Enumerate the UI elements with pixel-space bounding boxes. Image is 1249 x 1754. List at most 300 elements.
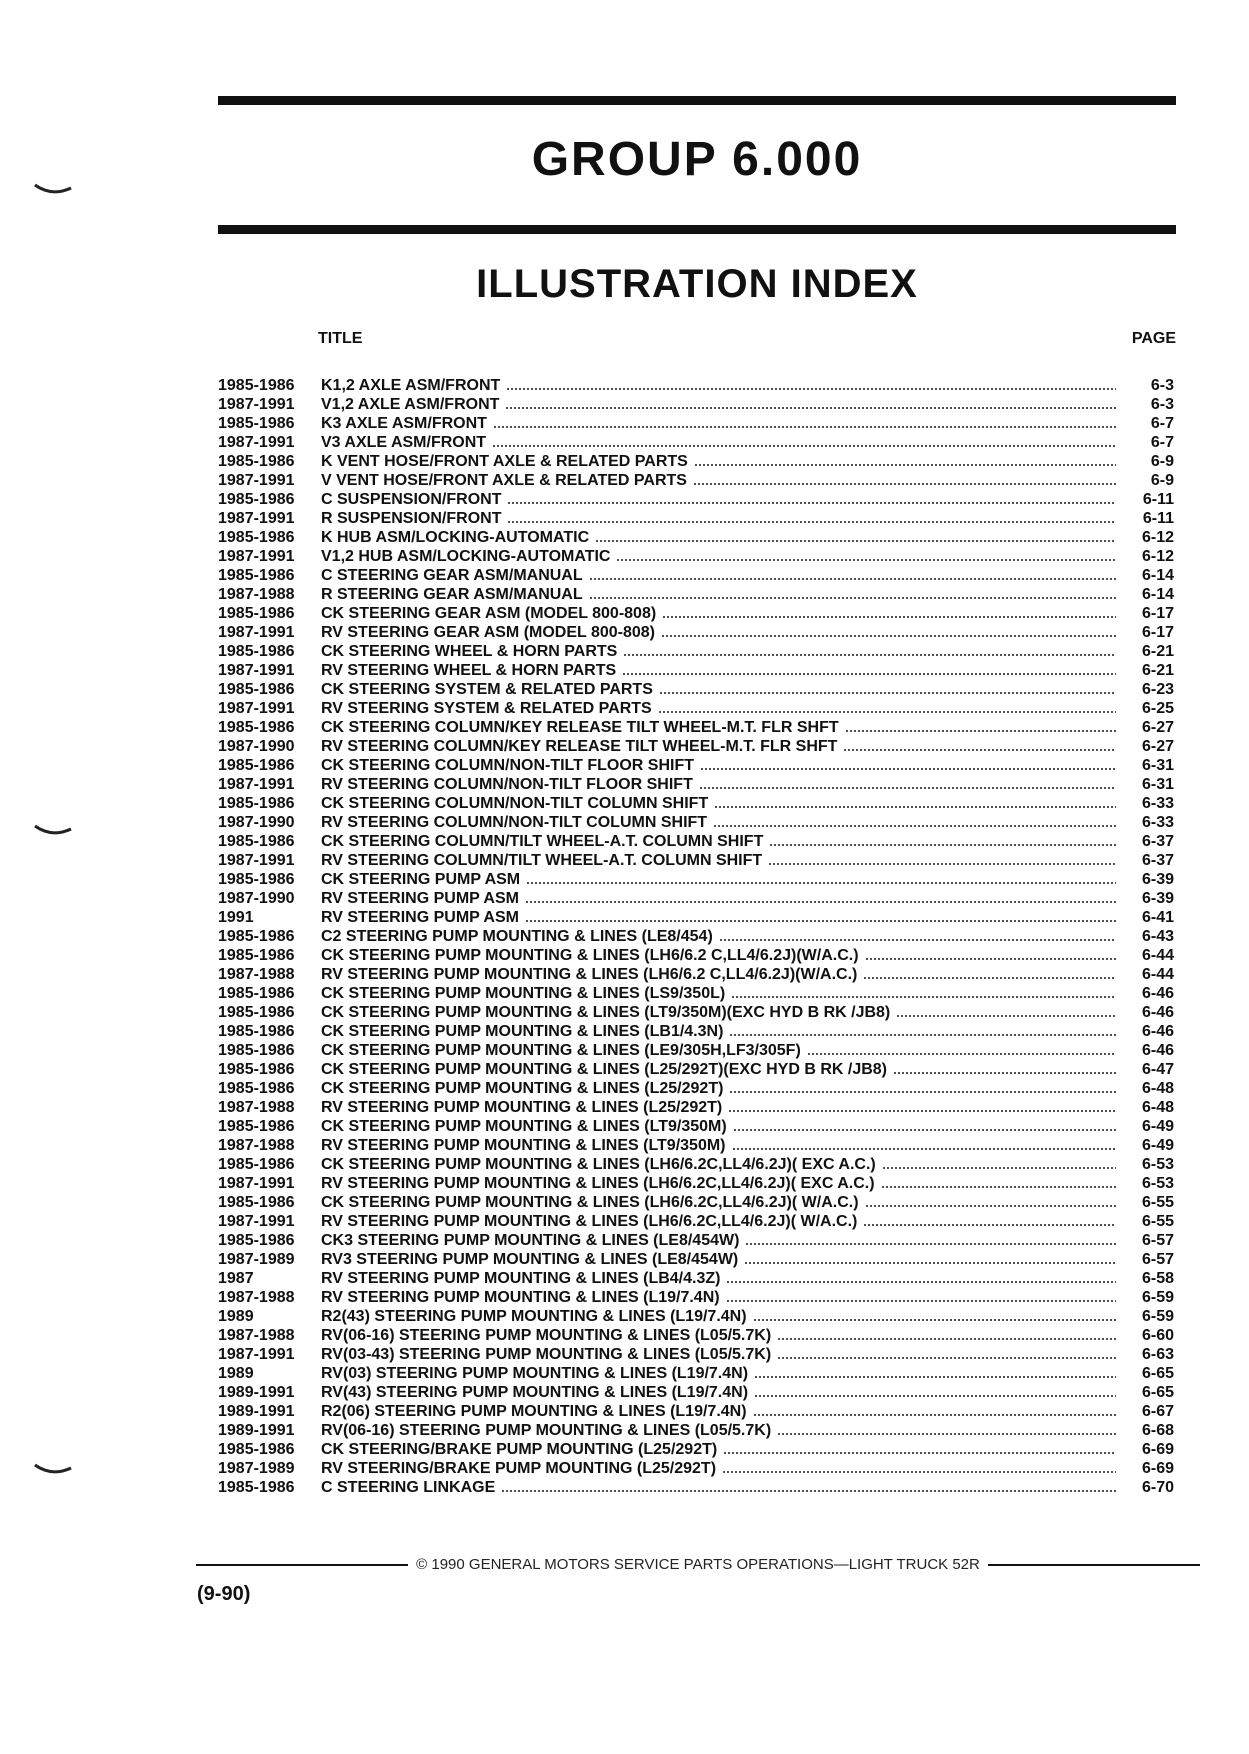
dot-leader xyxy=(661,635,1116,637)
entry-page: 6-17 xyxy=(1141,605,1174,622)
index-entry xyxy=(218,1231,1174,1250)
entry-page: 6-21 xyxy=(1141,643,1174,660)
dot-leader xyxy=(753,1414,1116,1416)
dot-leader xyxy=(505,407,1116,409)
entry-title: RV(03-43) STEERING PUMP MOUNTING & LINES (L05/5.7K) xyxy=(321,1346,772,1363)
entry-year: 1987-1991 xyxy=(218,1213,295,1230)
entry-title: C STEERING GEAR ASM/MANUAL xyxy=(321,567,583,584)
index-entry xyxy=(218,889,1174,908)
index-entry xyxy=(218,775,1174,794)
dot-leader xyxy=(507,521,1116,523)
entry-year: 1987-1991 xyxy=(218,472,295,489)
dot-leader xyxy=(700,768,1116,770)
entry-title: CK STEERING/BRAKE PUMP MOUNTING (L25/292T) xyxy=(321,1441,718,1458)
entry-title: RV STEERING GEAR ASM (MODEL 800-808) xyxy=(321,624,655,641)
dot-leader xyxy=(662,616,1116,618)
entry-year: 1985-1986 xyxy=(218,1023,295,1040)
entry-title: RV STEERING PUMP ASM xyxy=(321,909,519,926)
dot-leader xyxy=(726,1281,1116,1283)
dot-leader xyxy=(733,1129,1116,1131)
entry-title: V1,2 AXLE ASM/FRONT xyxy=(321,396,500,413)
dot-leader xyxy=(896,1015,1116,1017)
dot-leader xyxy=(723,1452,1116,1454)
dot-leader xyxy=(881,1186,1116,1188)
entry-page: 6-27 xyxy=(1141,719,1174,736)
entry-page: 6-60 xyxy=(1141,1327,1174,1344)
index-entry xyxy=(218,718,1174,737)
dot-leader xyxy=(726,1300,1116,1302)
index-entry xyxy=(218,1193,1174,1212)
entry-page: 6-46 xyxy=(1141,985,1174,1002)
entry-page: 6-41 xyxy=(1141,909,1174,926)
index-entry xyxy=(218,1383,1174,1402)
entry-year: 1985-1986 xyxy=(218,453,295,470)
index-entry xyxy=(218,965,1174,984)
entry-year: 1985-1986 xyxy=(218,928,295,945)
entry-year: 1987-1989 xyxy=(218,1460,295,1477)
index-entry xyxy=(218,870,1174,889)
index-entry xyxy=(218,490,1174,509)
entry-year: 1987-1988 xyxy=(218,586,295,603)
entry-page: 6-37 xyxy=(1141,852,1174,869)
entry-title: RV STEERING COLUMN/TILT WHEEL-A.T. COLUMN SHIFT xyxy=(321,852,763,869)
entry-page: 6-70 xyxy=(1141,1479,1174,1496)
entry-year: 1987-1990 xyxy=(218,814,295,831)
binder-hole-mark-icon xyxy=(34,824,72,836)
entry-title: R2(43) STEERING PUMP MOUNTING & LINES (L19/7.4N) xyxy=(321,1308,747,1325)
entry-year: 1989 xyxy=(218,1365,254,1382)
entry-title: CK STEERING COLUMN/TILT WHEEL-A.T. COLUMN SHIFT xyxy=(321,833,764,850)
dot-leader xyxy=(729,1091,1116,1093)
index-entry xyxy=(218,1117,1174,1136)
entry-page: 6-57 xyxy=(1141,1251,1174,1268)
index-entry xyxy=(218,1079,1174,1098)
entry-title: R2(06) STEERING PUMP MOUNTING & LINES (L19/7.4N) xyxy=(321,1403,747,1420)
entry-page: 6-12 xyxy=(1141,529,1174,546)
entry-page: 6-21 xyxy=(1141,662,1174,679)
entry-year: 1987-1991 xyxy=(218,624,295,641)
entry-year: 1985-1986 xyxy=(218,605,295,622)
entry-page: 6-3 xyxy=(1150,377,1174,394)
index-entry xyxy=(218,1212,1174,1231)
index-entry xyxy=(218,528,1174,547)
index-entry xyxy=(218,604,1174,623)
entry-page: 6-48 xyxy=(1141,1080,1174,1097)
entry-year: 1987-1989 xyxy=(218,1251,295,1268)
entry-title: V3 AXLE ASM/FRONT xyxy=(321,434,487,451)
index-entry xyxy=(218,433,1174,452)
entry-title: RV STEERING PUMP MOUNTING & LINES (LH6/6.2 C,LL4/6.2J)(W/A.C.) xyxy=(321,966,858,983)
dot-leader xyxy=(863,977,1116,979)
entry-page: 6-65 xyxy=(1141,1365,1174,1382)
dot-leader xyxy=(865,1205,1116,1207)
dot-leader xyxy=(525,920,1116,922)
dot-leader xyxy=(492,445,1116,447)
entry-year: 1987-1988 xyxy=(218,1327,295,1344)
entry-year: 1987-1988 xyxy=(218,1289,295,1306)
index-entry xyxy=(218,1364,1174,1383)
entry-page: 6-65 xyxy=(1141,1384,1174,1401)
entry-year: 1987-1991 xyxy=(218,852,295,869)
entry-title: CK STEERING SYSTEM & RELATED PARTS xyxy=(321,681,653,698)
entry-year: 1987-1988 xyxy=(218,1099,295,1116)
index-entry xyxy=(218,1250,1174,1269)
entry-year: 1991 xyxy=(218,909,254,926)
entry-page: 6-43 xyxy=(1141,928,1174,945)
entry-year: 1987-1988 xyxy=(218,1137,295,1154)
entry-year: 1987-1991 xyxy=(218,548,295,565)
entry-year: 1985-1986 xyxy=(218,1232,295,1249)
entry-title: CK STEERING PUMP MOUNTING & LINES (LE9/305H,LF3/305F) xyxy=(321,1042,801,1059)
entry-page: 6-11 xyxy=(1142,510,1174,527)
revision-code: (9-90) xyxy=(197,1583,251,1605)
index-entry xyxy=(218,376,1174,395)
entry-title: RV3 STEERING PUMP MOUNTING & LINES (LE8/454W) xyxy=(321,1251,739,1268)
entry-year: 1987-1991 xyxy=(218,662,295,679)
dot-leader xyxy=(863,1224,1116,1226)
entry-title: RV STEERING PUMP MOUNTING & LINES (L25/292T) xyxy=(321,1099,723,1116)
dot-leader xyxy=(777,1357,1116,1359)
dot-leader xyxy=(507,502,1116,504)
index-entry xyxy=(218,927,1174,946)
entry-page: 6-9 xyxy=(1150,472,1174,489)
dot-leader xyxy=(525,901,1116,903)
entry-page: 6-47 xyxy=(1141,1061,1174,1078)
entry-title: CK STEERING PUMP MOUNTING & LINES (LS9/350L) xyxy=(321,985,726,1002)
entry-year: 1985-1986 xyxy=(218,833,295,850)
index-entry xyxy=(218,984,1174,1003)
index-entry xyxy=(218,1022,1174,1041)
index-entry xyxy=(218,1459,1174,1478)
entry-title: R SUSPENSION/FRONT xyxy=(321,510,502,527)
entry-page: 6-14 xyxy=(1141,567,1174,584)
entry-title: CK STEERING PUMP MOUNTING & LINES (LH6/6.2 C,LL4/6.2J)(W/A.C.) xyxy=(321,947,859,964)
entry-title: K1,2 AXLE ASM/FRONT xyxy=(321,377,501,394)
illustration-index-list xyxy=(218,376,1174,1497)
entry-page: 6-53 xyxy=(1141,1156,1174,1173)
index-entry xyxy=(218,756,1174,775)
entry-page: 6-49 xyxy=(1141,1118,1174,1135)
index-entry xyxy=(218,1402,1174,1421)
entry-year: 1985-1986 xyxy=(218,529,295,546)
entry-title: CK STEERING COLUMN/KEY RELEASE TILT WHEEL-M.T. FLR SHFT xyxy=(321,719,839,736)
entry-page: 6-55 xyxy=(1141,1194,1174,1211)
entry-page: 6-63 xyxy=(1141,1346,1174,1363)
dot-leader xyxy=(714,806,1116,808)
entry-page: 6-46 xyxy=(1141,1042,1174,1059)
entry-page: 6-48 xyxy=(1141,1099,1174,1116)
dot-leader xyxy=(731,996,1116,998)
index-entry xyxy=(218,471,1174,490)
index-entry xyxy=(218,1421,1174,1440)
index-title: ILLUSTRATION INDEX xyxy=(476,262,918,306)
entry-title: RV(03) STEERING PUMP MOUNTING & LINES (L19/7.4N) xyxy=(321,1365,749,1382)
entry-page: 6-58 xyxy=(1141,1270,1174,1287)
entry-title: RV STEERING COLUMN/NON-TILT COLUMN SHIFT xyxy=(321,814,708,831)
entry-title: C2 STEERING PUMP MOUNTING & LINES (LE8/454) xyxy=(321,928,713,945)
entry-year: 1985-1986 xyxy=(218,795,295,812)
entry-title: RV STEERING WHEEL & HORN PARTS xyxy=(321,662,617,679)
entry-page: 6-53 xyxy=(1141,1175,1174,1192)
entry-year: 1987-1991 xyxy=(218,396,295,413)
entry-title: RV STEERING PUMP MOUNTING & LINES (LH6/6.2C,LL4/6.2J)( EXC A.C.) xyxy=(321,1175,875,1192)
entry-page: 6-33 xyxy=(1141,795,1174,812)
entry-year: 1985-1986 xyxy=(218,1118,295,1135)
entry-year: 1985-1986 xyxy=(218,1042,295,1059)
entry-page: 6-9 xyxy=(1150,453,1174,470)
entry-title: CK STEERING PUMP MOUNTING & LINES (LT9/350M)(EXC HYD B RK /JB8) xyxy=(321,1004,891,1021)
entry-title: RV STEERING PUMP MOUNTING & LINES (LH6/6.2C,LL4/6.2J)( W/A.C.) xyxy=(321,1213,858,1230)
entry-year: 1985-1986 xyxy=(218,1479,295,1496)
entry-page: 6-7 xyxy=(1150,415,1174,432)
entry-year: 1987 xyxy=(218,1270,254,1287)
entry-page: 6-14 xyxy=(1141,586,1174,603)
entry-title: C STEERING LINKAGE xyxy=(321,1479,496,1496)
entry-title: CK STEERING PUMP MOUNTING & LINES (L25/292T) xyxy=(321,1080,724,1097)
index-entry xyxy=(218,1041,1174,1060)
entry-page: 6-49 xyxy=(1141,1137,1174,1154)
entry-page: 6-69 xyxy=(1141,1460,1174,1477)
index-entry xyxy=(218,1478,1174,1497)
entry-year: 1989-1991 xyxy=(218,1384,295,1401)
entry-year: 1985-1986 xyxy=(218,1156,295,1173)
entry-page: 6-59 xyxy=(1141,1308,1174,1325)
entry-page: 6-39 xyxy=(1141,871,1174,888)
index-entry xyxy=(218,1326,1174,1345)
entry-year: 1987-1991 xyxy=(218,1346,295,1363)
dot-leader xyxy=(769,844,1116,846)
entry-title: CK STEERING COLUMN/NON-TILT COLUMN SHIFT xyxy=(321,795,709,812)
column-header-page: PAGE xyxy=(1131,330,1176,347)
entry-page: 6-55 xyxy=(1141,1213,1174,1230)
dot-leader xyxy=(713,825,1116,827)
entry-title: RV STEERING PUMP ASM xyxy=(321,890,519,907)
dot-leader xyxy=(893,1072,1116,1074)
dot-leader xyxy=(744,1262,1116,1264)
index-entry xyxy=(218,452,1174,471)
entry-year: 1987-1991 xyxy=(218,700,295,717)
entry-year: 1985-1986 xyxy=(218,643,295,660)
entry-page: 6-67 xyxy=(1141,1403,1174,1420)
index-entry xyxy=(218,1307,1174,1326)
entry-year: 1987-1990 xyxy=(218,738,295,755)
entry-title: C SUSPENSION/FRONT xyxy=(321,491,502,508)
entry-title: K HUB ASM/LOCKING-AUTOMATIC xyxy=(321,529,590,546)
entry-year: 1987-1991 xyxy=(218,510,295,527)
dot-leader xyxy=(589,597,1116,599)
entry-title: CK3 STEERING PUMP MOUNTING & LINES (LE8/454W) xyxy=(321,1232,740,1249)
entry-title: RV(06-16) STEERING PUMP MOUNTING & LINES (L05/5.7K) xyxy=(321,1327,772,1344)
entry-title: CK STEERING COLUMN/NON-TILT FLOOR SHIFT xyxy=(321,757,695,774)
dot-leader xyxy=(526,882,1116,884)
entry-year: 1985-1986 xyxy=(218,871,295,888)
dot-leader xyxy=(754,1395,1116,1397)
entry-year: 1985-1986 xyxy=(218,1080,295,1097)
entry-title: RV(43) STEERING PUMP MOUNTING & LINES (L19/7.4N) xyxy=(321,1384,749,1401)
index-entry xyxy=(218,946,1174,965)
top-rule xyxy=(218,96,1176,105)
dot-leader xyxy=(729,1034,1116,1036)
entry-title: CK STEERING PUMP MOUNTING & LINES (LB1/4.3N) xyxy=(321,1023,724,1040)
entry-year: 1985-1986 xyxy=(218,567,295,584)
entry-year: 1987-1988 xyxy=(218,966,295,983)
index-entry xyxy=(218,680,1174,699)
dot-leader xyxy=(728,1110,1116,1112)
index-entry xyxy=(218,547,1174,566)
dot-leader xyxy=(699,787,1116,789)
entry-page: 6-3 xyxy=(1150,396,1174,413)
entry-year: 1985-1986 xyxy=(218,1194,295,1211)
dot-leader xyxy=(807,1053,1116,1055)
index-entry xyxy=(218,1136,1174,1155)
footer-rule-right xyxy=(988,1564,1200,1566)
entry-title: RV STEERING COLUMN/NON-TILT FLOOR SHIFT xyxy=(321,776,693,793)
entry-year: 1987-1990 xyxy=(218,890,295,907)
entry-title: V1,2 HUB ASM/LOCKING-AUTOMATIC xyxy=(321,548,611,565)
index-entry xyxy=(218,1060,1174,1079)
entry-year: 1985-1986 xyxy=(218,985,295,1002)
dot-leader xyxy=(722,1471,1116,1473)
index-entry xyxy=(218,661,1174,680)
entry-page: 6-7 xyxy=(1150,434,1174,451)
group-title: GROUP 6.000 xyxy=(531,133,863,186)
entry-year: 1985-1986 xyxy=(218,719,295,736)
entry-title: V VENT HOSE/FRONT AXLE & RELATED PARTS xyxy=(321,472,687,489)
index-entry xyxy=(218,623,1174,642)
entry-year: 1985-1986 xyxy=(218,1061,295,1078)
entry-title: CK STEERING PUMP ASM xyxy=(321,871,521,888)
dot-leader xyxy=(719,939,1116,941)
dot-leader xyxy=(493,426,1116,428)
entry-page: 6-25 xyxy=(1141,700,1174,717)
dot-leader xyxy=(843,749,1116,751)
entry-page: 6-33 xyxy=(1141,814,1174,831)
entry-title: CK STEERING WHEEL & HORN PARTS xyxy=(321,643,618,660)
dot-leader xyxy=(694,464,1116,466)
entry-title: CK STEERING PUMP MOUNTING & LINES (L25/292T)(EXC HYD B RK /JB8) xyxy=(321,1061,887,1078)
entry-year: 1989-1991 xyxy=(218,1403,295,1420)
entry-year: 1985-1986 xyxy=(218,415,295,432)
binder-hole-mark-icon xyxy=(34,1463,72,1475)
entry-year: 1985-1986 xyxy=(218,1441,295,1458)
index-entry xyxy=(218,794,1174,813)
dot-leader xyxy=(777,1338,1116,1340)
dot-leader xyxy=(616,559,1116,561)
entry-title: K3 AXLE ASM/FRONT xyxy=(321,415,487,432)
index-entry xyxy=(218,642,1174,661)
dot-leader xyxy=(865,958,1116,960)
entry-page: 6-59 xyxy=(1141,1289,1174,1306)
entry-page: 6-17 xyxy=(1141,624,1174,641)
entry-title: RV STEERING COLUMN/KEY RELEASE TILT WHEEL-M.T. FLR SHFT xyxy=(321,738,838,755)
dot-leader xyxy=(623,654,1116,656)
dot-leader xyxy=(753,1319,1116,1321)
entry-year: 1985-1986 xyxy=(218,377,295,394)
entry-title: CK STEERING PUMP MOUNTING & LINES (LH6/6.2C,LL4/6.2J)( EXC A.C.) xyxy=(321,1156,876,1173)
entry-year: 1985-1986 xyxy=(218,1004,295,1021)
entry-page: 6-31 xyxy=(1141,757,1174,774)
dot-leader xyxy=(768,863,1116,865)
dot-leader xyxy=(777,1433,1116,1435)
index-entry xyxy=(218,1174,1174,1193)
entry-year: 1985-1986 xyxy=(218,757,295,774)
entry-year: 1987-1991 xyxy=(218,1175,295,1192)
index-entry xyxy=(218,1155,1174,1174)
entry-year: 1987-1991 xyxy=(218,434,295,451)
dot-leader xyxy=(622,673,1116,675)
entry-page: 6-44 xyxy=(1141,966,1174,983)
index-entry xyxy=(218,851,1174,870)
entry-year: 1987-1991 xyxy=(218,776,295,793)
dot-leader xyxy=(882,1167,1116,1169)
index-entry xyxy=(218,832,1174,851)
entry-title: RV STEERING PUMP MOUNTING & LINES (LT9/350M) xyxy=(321,1137,726,1154)
dot-leader xyxy=(501,1490,1116,1492)
entry-title: RV STEERING/BRAKE PUMP MOUNTING (L25/292T) xyxy=(321,1460,717,1477)
entry-year: 1985-1986 xyxy=(218,491,295,508)
index-entry xyxy=(218,813,1174,832)
entry-page: 6-69 xyxy=(1141,1441,1174,1458)
copyright-text: © 1990 GENERAL MOTORS SERVICE PARTS OPERATIONS—LIGHT TRUCK 52R xyxy=(416,1556,980,1573)
middle-rule xyxy=(218,225,1176,234)
entry-page: 6-31 xyxy=(1141,776,1174,793)
dot-leader xyxy=(693,483,1116,485)
entry-page: 6-57 xyxy=(1141,1232,1174,1249)
dot-leader xyxy=(589,578,1116,580)
entry-year: 1989-1991 xyxy=(218,1422,295,1439)
index-entry xyxy=(218,395,1174,414)
column-header-title: TITLE xyxy=(318,330,363,347)
footer-rule-left xyxy=(196,1564,408,1566)
entry-title: RV STEERING PUMP MOUNTING & LINES (LB4/4.3Z) xyxy=(321,1270,721,1287)
entry-title: CK STEERING PUMP MOUNTING & LINES (LH6/6.2C,LL4/6.2J)( W/A.C.) xyxy=(321,1194,859,1211)
entry-title: CK STEERING GEAR ASM (MODEL 800-808) xyxy=(321,605,657,622)
index-entry xyxy=(218,1345,1174,1364)
dot-leader xyxy=(506,388,1116,390)
entry-page: 6-46 xyxy=(1141,1023,1174,1040)
entry-title: RV(06-16) STEERING PUMP MOUNTING & LINES (L05/5.7K) xyxy=(321,1422,772,1439)
index-entry xyxy=(218,566,1174,585)
entry-page: 6-27 xyxy=(1141,738,1174,755)
entry-year: 1985-1986 xyxy=(218,947,295,964)
entry-title: CK STEERING PUMP MOUNTING & LINES (LT9/350M) xyxy=(321,1118,727,1135)
binder-hole-mark-icon xyxy=(34,183,72,195)
dot-leader xyxy=(659,692,1116,694)
entry-title: R STEERING GEAR ASM/MANUAL xyxy=(321,586,583,603)
index-entry xyxy=(218,737,1174,756)
dot-leader xyxy=(845,730,1116,732)
entry-year: 1989 xyxy=(218,1308,254,1325)
entry-page: 6-23 xyxy=(1141,681,1174,698)
index-entry xyxy=(218,1003,1174,1022)
index-entry xyxy=(218,414,1174,433)
index-entry xyxy=(218,1440,1174,1459)
entry-title: RV STEERING SYSTEM & RELATED PARTS xyxy=(321,700,652,717)
index-entry xyxy=(218,1288,1174,1307)
index-entry xyxy=(218,1269,1174,1288)
footer xyxy=(196,1556,1200,1573)
entry-title: RV STEERING PUMP MOUNTING & LINES (L19/7.4N) xyxy=(321,1289,720,1306)
entry-page: 6-39 xyxy=(1141,890,1174,907)
entry-page: 6-68 xyxy=(1141,1422,1174,1439)
index-entry xyxy=(218,1098,1174,1117)
index-entry xyxy=(218,908,1174,927)
index-entry xyxy=(218,699,1174,718)
entry-page: 6-46 xyxy=(1141,1004,1174,1021)
entry-page: 6-11 xyxy=(1142,491,1174,508)
dot-leader xyxy=(745,1243,1116,1245)
entry-page: 6-44 xyxy=(1141,947,1174,964)
